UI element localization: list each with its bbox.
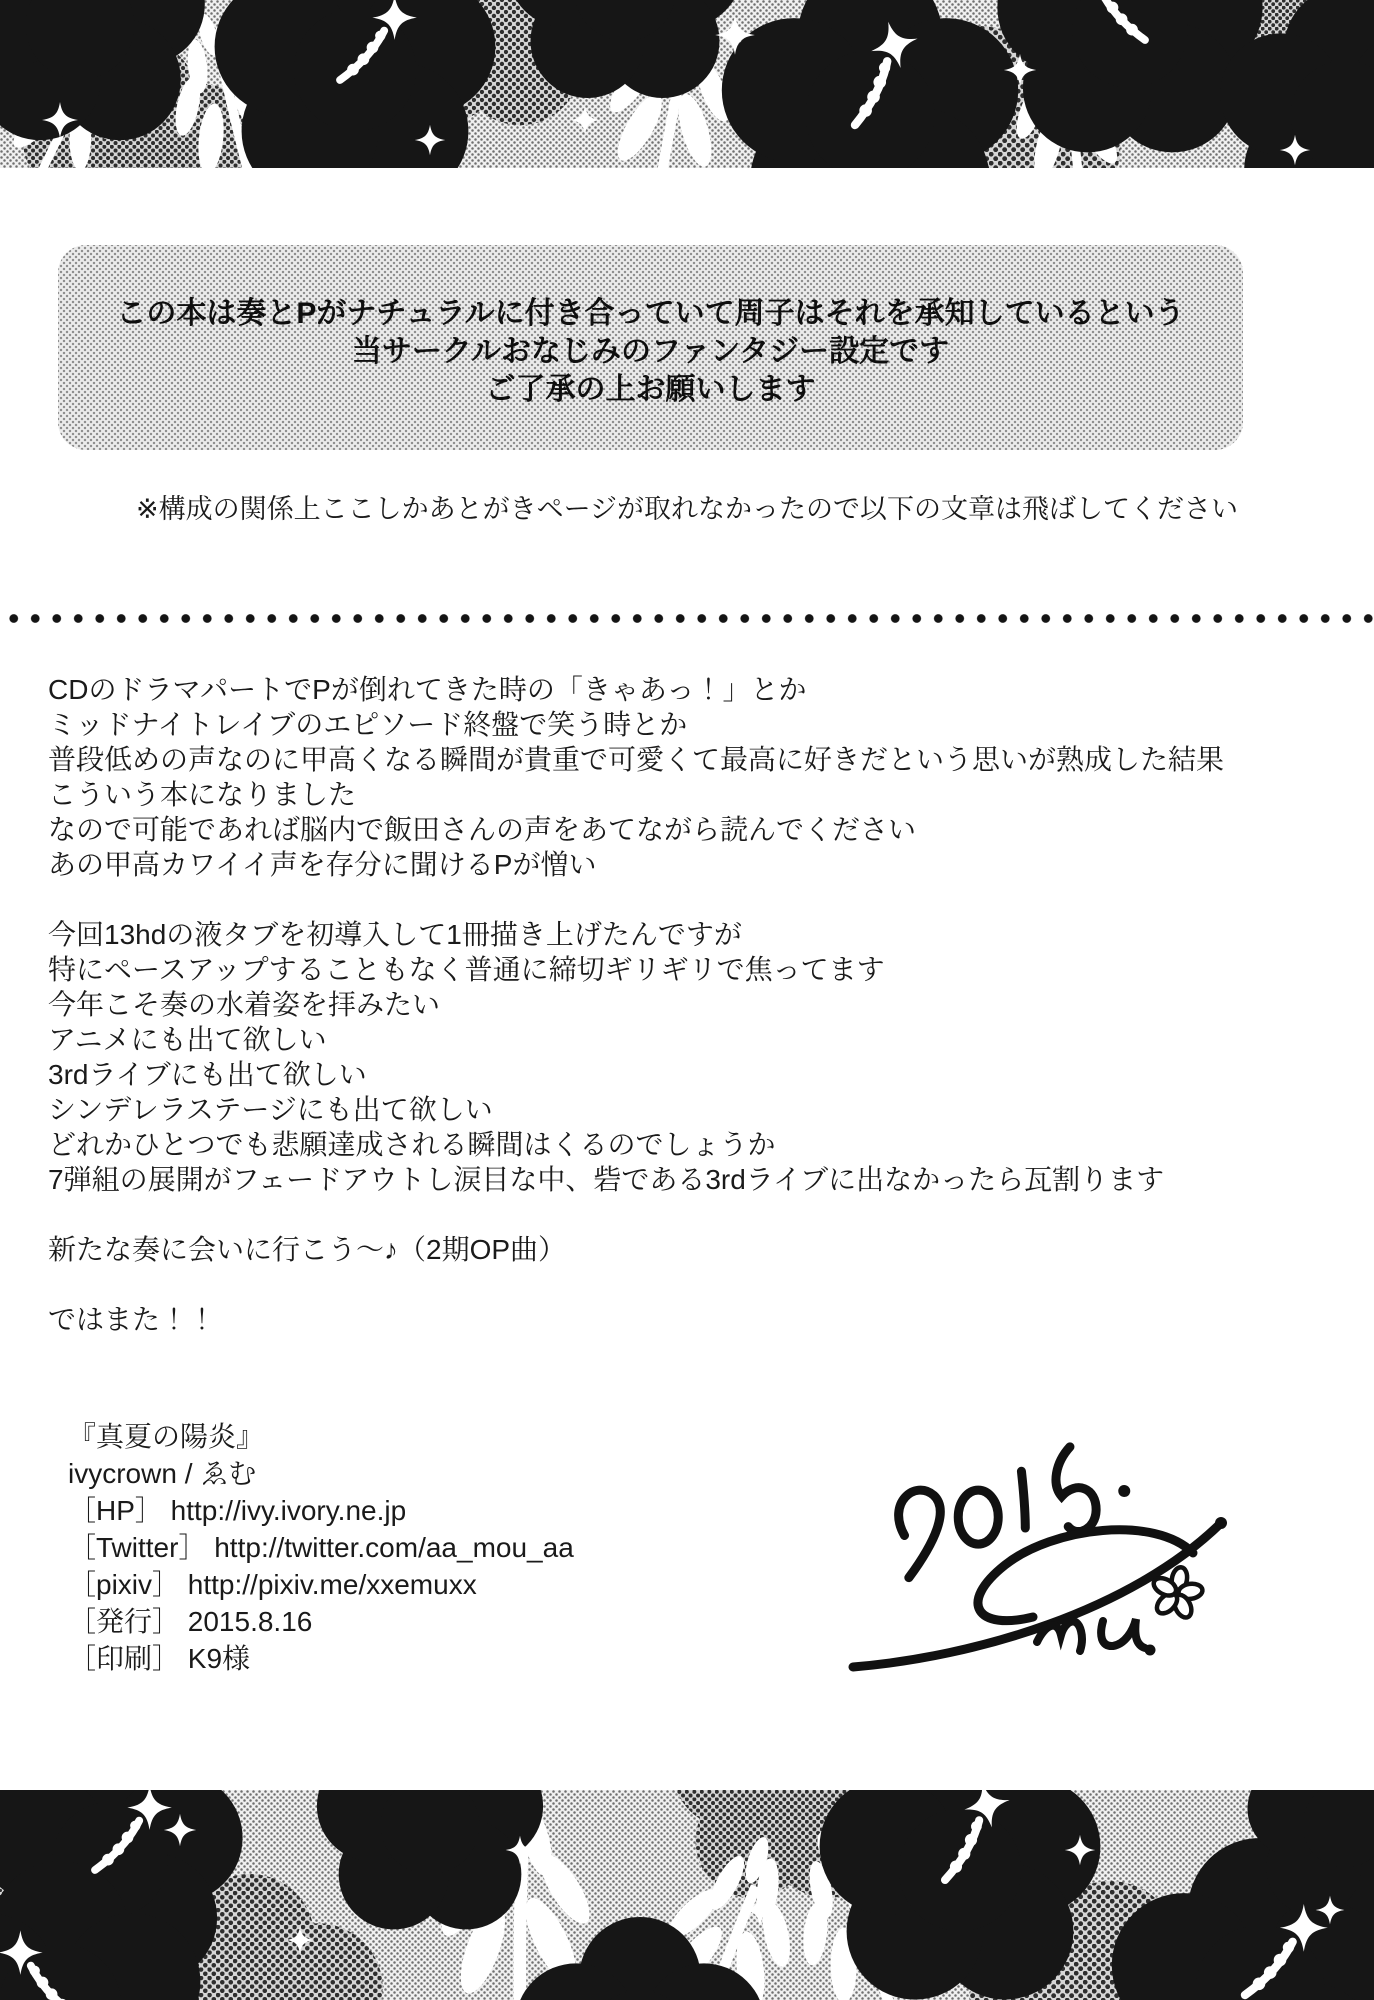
layout-note: ※構成の関係上ここしかあとがきページが取れなかったので以下の文章は飛ばしてください [135,494,1239,524]
dotted-divider [0,611,1374,624]
credit-pixiv: ［pixiv］ http://pixiv.me/xxemuxx [68,1569,477,1600]
afterword-line: CDのドラマパートでPが倒れてきた時の「きゃあっ！」とか [48,674,807,705]
circle-name: ivycrown / ゑむ [68,1458,257,1489]
credits [68,1418,574,1677]
notice-line: 当サークルおなじみのファンタジー設定です [351,335,950,368]
credit-hp: ［HP］ http://ivy.ivory.ne.jp [68,1495,407,1526]
credit-printer: ［印刷］ K9様 [68,1643,251,1674]
afterword-line: ではまた！！ [48,1304,217,1335]
afterword-line: なので可能であれば脳内で飯田さんの声をあてながら読んでください [48,814,917,845]
afterword-blank-line [48,1197,1348,1232]
signature-drawing [820,1395,1270,1695]
afterword-line: 3rdライブにも出て欲しい [48,1059,367,1090]
afterword-line: どれかひとつでも悲願達成される瞬間はくるのでしょうか [48,1129,776,1160]
afterword-line: 特にペースアップすることもなく普通に締切ギリギリで焦ってます [48,954,885,985]
afterword-line: アニメにも出て欲しい [48,1024,327,1055]
afterword-blank-line [48,1267,1348,1302]
credit-published: ［発行］ 2015.8.16 [68,1606,313,1637]
afterword-line: 普段低めの声なのに甲高くなる瞬間が貴重で可愛くて最高に好きだという思いが熟成した結果 [48,744,1225,775]
book-title: 『真夏の陽炎』 [68,1421,265,1452]
hibiscus-pattern-band-bottom [0,1790,1374,2000]
afterword-line: 今年こそ奏の水着姿を拝みたい [48,989,441,1020]
afterword-line: シンデレラステージにも出て欲しい [48,1094,493,1125]
hibiscus-pattern-band-top [0,0,1374,168]
notice-box [58,245,1243,450]
notice-line: この本は奏とPがナチュラルに付き合っていて周子はそれを承知しているという [116,297,1185,330]
notice-line: ご了承の上お願いします [485,373,816,406]
afterword-line: こういう本になりました [48,779,357,810]
credit-twitter: ［Twitter］ http://twitter.com/aa_mou_aa [68,1532,574,1563]
afterword-line: 7弾組の展開がフェードアウトし涙目な中、砦である3rdライブに出なかったら瓦割ります [48,1164,1165,1195]
afterword-line: あの甲高カワイイ声を存分に聞けるPが憎い [48,849,597,880]
afterword-line: 今回13hdの液タブを初導入して1冊描き上げたんですが [48,919,742,950]
afterword-blank-line [48,882,1348,917]
afterword-text [48,672,1348,1337]
afterword-line: 新たな奏に会いに行こう～♪（2期OP曲） [48,1234,567,1265]
afterword-line: ミッドナイトレイブのエピソード終盤で笑う時とか [48,709,688,740]
